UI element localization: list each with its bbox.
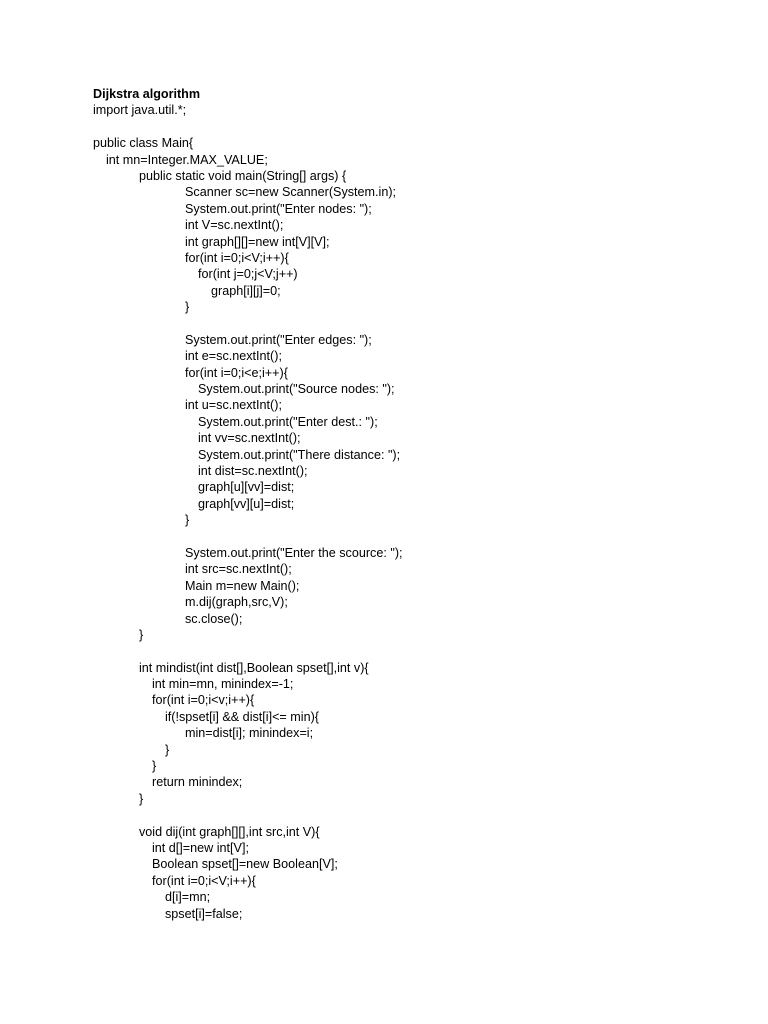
code-line: } (185, 513, 190, 528)
code-line: for(int i=0;i<V;i++){ (185, 250, 289, 265)
code-line: int mn=Integer.MAX_VALUE; (106, 152, 268, 167)
code-line: return minindex; (152, 775, 243, 790)
code-line: System.out.print("Enter dest.: "); (198, 414, 378, 429)
code-line: public static void main(String[] args) { (139, 168, 347, 183)
document-title: Dijkstra algorithm (93, 87, 201, 101)
code-line: m.dij(graph,src,V); (185, 595, 288, 610)
code-line: } (165, 742, 170, 757)
code-line: import java.util.*; (93, 103, 187, 118)
code-line: spset[i]=false; (165, 906, 243, 921)
code-line: if(!spset[i] && dist[i]<= min){ (165, 709, 319, 724)
code-line: } (139, 627, 144, 642)
code-line: } (185, 300, 190, 315)
code-line: graph[u][vv]=dist; (198, 480, 295, 495)
code-line: int dist=sc.nextInt(); (198, 463, 308, 478)
code-line: System.out.print("Enter the scource: "); (185, 545, 403, 560)
code-line: sc.close(); (185, 611, 243, 626)
code-line: int min=mn, minindex=-1; (152, 677, 294, 692)
code-line: Boolean spset[]=new Boolean[V]; (152, 857, 338, 872)
code-line: int u=sc.nextInt(); (185, 398, 282, 413)
blank-line (93, 529, 733, 545)
code-line: int e=sc.nextInt(); (185, 349, 282, 364)
code-line: int graph[][]=new int[V][V]; (185, 234, 330, 249)
code-line: Scanner sc=new Scanner(System.in); (185, 185, 397, 200)
code-line: for(int i=0;i<e;i++){ (185, 365, 288, 380)
code-line: d[i]=mn; (165, 890, 211, 905)
code-line: System.out.print("Source nodes: "); (198, 382, 395, 397)
code-listing (93, 102, 733, 922)
code-line: graph[vv][u]=dist; (198, 496, 295, 511)
code-line: Main m=new Main(); (185, 578, 300, 593)
code-line: for(int i=0;i<v;i++){ (152, 693, 255, 708)
code-line: for(int j=0;j<V;j++) (198, 267, 298, 282)
code-line: graph[i][j]=0; (211, 283, 281, 298)
blank-line (93, 807, 733, 823)
code-line: System.out.print("There distance: "); (198, 447, 401, 462)
code-line: void dij(int graph[][],int src,int V){ (139, 824, 320, 839)
code-line: } (139, 791, 144, 806)
code-line: System.out.print("Enter edges: "); (185, 332, 372, 347)
code-line: int vv=sc.nextInt(); (198, 431, 301, 446)
code-document (93, 86, 733, 922)
code-line: int V=sc.nextInt(); (185, 218, 284, 233)
code-line: System.out.print("Enter nodes: "); (185, 201, 372, 216)
code-line: int src=sc.nextInt(); (185, 562, 292, 577)
code-line: int mindist(int dist[],Boolean spset[],int v){ (139, 660, 369, 675)
blank-line (93, 315, 733, 331)
code-line: } (152, 759, 157, 774)
code-line: int d[]=new int[V]; (152, 840, 249, 855)
blank-line (93, 643, 733, 659)
code-line: min=dist[i]; minindex=i; (185, 726, 314, 741)
blank-line (93, 119, 733, 135)
code-line: for(int i=0;i<V;i++){ (152, 873, 256, 888)
code-line: public class Main{ (93, 136, 194, 151)
